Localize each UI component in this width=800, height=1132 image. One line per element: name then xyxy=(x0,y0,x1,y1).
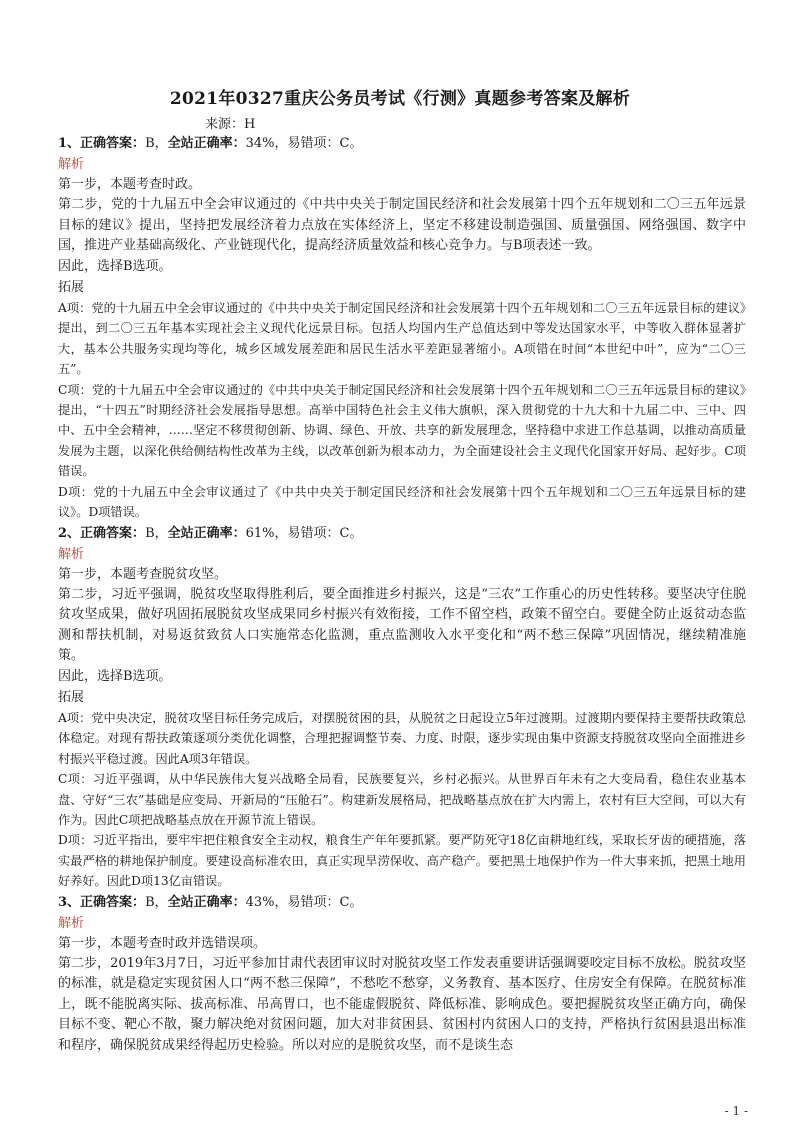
question-number: 2、 xyxy=(58,525,81,541)
source-line: 来源：H xyxy=(205,117,256,132)
analysis-heading: 解析 xyxy=(58,157,85,172)
rate-value: 43%，易错项：C。 xyxy=(245,894,363,910)
analysis-heading: 解析 xyxy=(58,546,85,562)
document-body xyxy=(58,133,746,1056)
analysis-paragraph: 第一步，本题考查时政并选错误项。 xyxy=(58,935,267,951)
rate-value: 34%，易错项：C。 xyxy=(245,136,363,151)
analysis-paragraph: 第二步，习近平强调，脱贫攻坚取得胜利后，要全面推进乡村振兴，这是“三农”工作重心的历史性转移。要坚决守住脱贫攻坚成果，做好巩固拓展脱贫攻坚成果同乡村振兴有效衔接，工作不留空档，政策不留空白。要健全防止返贫动态监测和帮扶机制，对易返贫致贫人口实施常态化监测，重点监测收入水平变化和“两不愁三保障”巩固情况，继续精准施策。 xyxy=(58,586,746,664)
extension-paragraph: C项：党的十九届五中全会审议通过的《中共中央关于制定国民经济和社会发展第十四个五年规划和二〇三五年远景目标的建议》提出，“十四五”时期经济社会发展指导思想。高举中国特色社会主义伟大旗帜，深入贯彻党的十九大和十九届二中、三中、四中、五中全会精神，……坚定不移贯彻创新、协调、绿色、开放、共享的新发展理念，坚持稳中求进工作总基调，以推动高质量发展为主题，以深化供给侧结构性改革为主线，以改革创新为根本动力，为全面建设社会主义现代化国家开好局、起好步。C项错误。 xyxy=(58,382,746,479)
answer-line-q2 xyxy=(58,523,746,544)
question-number: 3、 xyxy=(58,894,81,910)
answer-line-q3 xyxy=(58,892,746,913)
analysis-paragraph: 因此，选择B选项。 xyxy=(58,258,172,274)
answer-value: B， xyxy=(145,525,168,541)
analysis-paragraph: 第一步，本题考查时政。 xyxy=(58,177,202,192)
analysis-paragraph: 第二步，2019年3月7日，习近平参加甘肃代表团审议时对脱贫攻坚工作发表重要讲话强调要咬定目标不放松。脱贫攻坚的标准，就是稳定实现贫困人口“两不愁三保障”，不愁吃不愁穿，义务教育、基本医疗、住房安全有保障。在脱贫标准上，既不能脱离实际、拔高标准、吊高胃口，也不能虚假脱贫、降低标准、影响成色。要把握脱贫攻坚正确方向，确保目标不变、靶心不散，聚力解决绝对贫困问题，加大对非贫困县、贫困村内贫困人口的支持，严格执行贫困县退出标准和程序，确保脱贫成果经得起历史检验。所以对应的是脱贫攻坚，而不是谈生态 xyxy=(58,956,746,1053)
extension-heading: 拓展 xyxy=(58,280,85,296)
rate-label: 全站正确率： xyxy=(167,525,246,541)
answer-line-q1 xyxy=(58,133,746,154)
extension-paragraph: A项：党的十九届五中全会审议通过的《中共中央关于制定国民经济和社会发展第十四个五年规划和二〇三五年远景目标的建议》提出，到二〇三五年基本实现社会主义现代化远景目标。包括人均国内生产总值达到中等发达国家水平，中等收入群体显著扩大，基本公共服务实现均等化，城乡区域发展差距和居民生活水平差距显著缩小。A项错在时间“本世纪中叶”，应为“二〇三五”。 xyxy=(58,301,746,377)
analysis-paragraph: 因此，选择B选项。 xyxy=(58,668,172,684)
answer-label: 正确答案： xyxy=(80,136,146,151)
answer-value: B， xyxy=(145,894,168,910)
page-number: - 1 - xyxy=(724,1104,748,1118)
extension-heading: 拓展 xyxy=(58,689,85,705)
extension-paragraph: D项：习近平指出，要牢牢把住粮食安全主动权，粮食生产年年要抓紧。要严防死守18亿亩耕地红线，采取长牙齿的硬措施，落实最严格的耕地保护制度。要建设高标准农田，真正实现旱涝保收、高产稳产。要把黑土地保护作为一件大事来抓，把黑土地用好养好。因此D项13亿亩错误。 xyxy=(58,833,746,889)
analysis-paragraph: 第二步，党的十九届五中全会审议通过的《中共中央关于制定国民经济和社会发展第十四个五年规划和二〇三五年远景目标的建议》提出，坚持把发展经济着力点放在实体经济上，坚定不移建设制造强国、质量强国、网络强国、数字中国，推进产业基础高级化、产业链现代化，提高经济质量效益和核心竞争力。与B项表述一致。 xyxy=(58,197,746,254)
analysis-heading: 解析 xyxy=(58,915,85,931)
analysis-paragraph: 第一步，本题考查脱贫攻坚。 xyxy=(58,566,228,582)
extension-paragraph: D项：党的十九届五中全会审议通过了《中共中央关于制定国民经济和社会发展第十四个五年规划和二〇三五年远景目标的建议》。D项错误。 xyxy=(58,484,746,520)
answer-label: 正确答案： xyxy=(80,525,146,541)
answer-label: 正确答案： xyxy=(80,894,146,910)
extension-paragraph: A项：党中央决定，脱贫攻坚目标任务完成后，对摆脱贫困的县，从脱贫之日起设立5年过渡期。过渡期内要保持主要帮扶政策总体稳定。对现有帮扶政策逐项分类优化调整，合理把握调整节奏、力度、时限，逐步实现由集中资源支持脱贫攻坚向全面推进乡村振兴平稳过渡。因此A项3年错误。 xyxy=(58,710,746,766)
extension-paragraph: C项：习近平强调，从中华民族伟大复兴战略全局看，民族要复兴，乡村必振兴。从世界百年未有之大变局看，稳住农业基本盘、守好“三农”基础是应变局、开新局的“压舱石”。构建新发展格局，把战略基点放在扩大内需上，农村有巨大空间，可以大有作为。因此C项把战略基点放在开源节流上错误。 xyxy=(58,772,746,827)
rate-value: 61%，易错项：C。 xyxy=(245,525,363,541)
question-number: 1、 xyxy=(58,136,81,151)
rate-label: 全站正确率： xyxy=(167,894,246,910)
rate-label: 全站正确率： xyxy=(167,136,246,151)
answer-value: B， xyxy=(145,136,168,151)
page-title: 2021年0327重庆公务员考试《行测》真题参考答案及解析 xyxy=(169,89,631,109)
